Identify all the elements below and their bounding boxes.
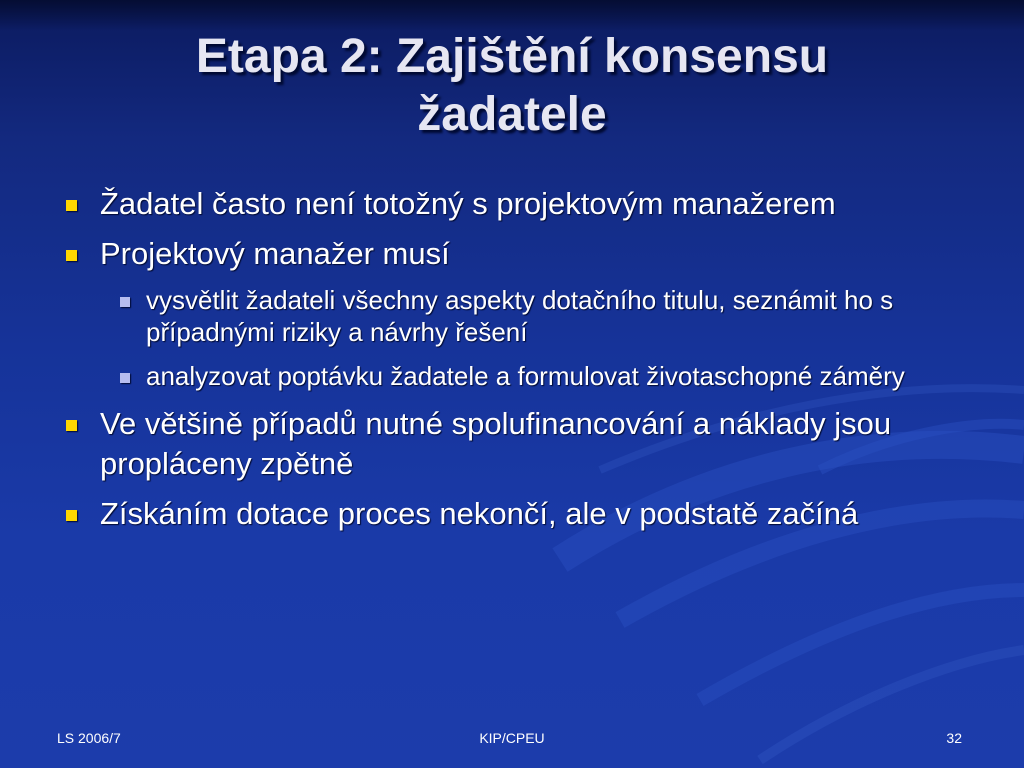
- bullet-text: Projektový manažer musí: [100, 236, 450, 271]
- sub-bullet-text: vysvětlit žadateli všechny aspekty dotačního titulu, seznámit ho s případnými riziky a návrhy řešení: [146, 285, 894, 347]
- slide-title: [0, 28, 1024, 144]
- sub-bullet-item: [60, 284, 980, 348]
- sub-bullet-item: [60, 360, 980, 392]
- small-square-bullet-icon: [120, 297, 130, 307]
- slide-title-line2: žadatele: [417, 88, 607, 141]
- bullet-item: [60, 404, 980, 484]
- square-bullet-icon: [66, 200, 77, 211]
- square-bullet-icon: [66, 250, 77, 261]
- footer-course: KIP/CPEU: [479, 730, 545, 746]
- bullet-item: [60, 494, 980, 534]
- bullet-item: [60, 234, 980, 274]
- sub-bullet-text: analyzovat poptávku žadatele a formulovat životaschopné záměry: [146, 361, 905, 391]
- footer-slide-number: 32: [946, 730, 962, 746]
- bullet-text: Získáním dotace proces nekončí, ale v podstatě začíná: [100, 496, 859, 531]
- footer-date: LS 2006/7: [57, 730, 121, 746]
- small-square-bullet-icon: [120, 373, 130, 383]
- bullet-item: [60, 184, 980, 224]
- bullet-text: Ve většině případů nutné spolufinancování a náklady jsou propláceny zpětně: [100, 406, 892, 481]
- slide-title-line1: Etapa 2: Zajištění konsensu: [195, 30, 829, 83]
- square-bullet-icon: [66, 510, 77, 521]
- square-bullet-icon: [66, 420, 77, 431]
- bullet-text: Žadatel často není totožný s projektovým manažerem: [100, 186, 836, 221]
- slide-content: [60, 184, 980, 544]
